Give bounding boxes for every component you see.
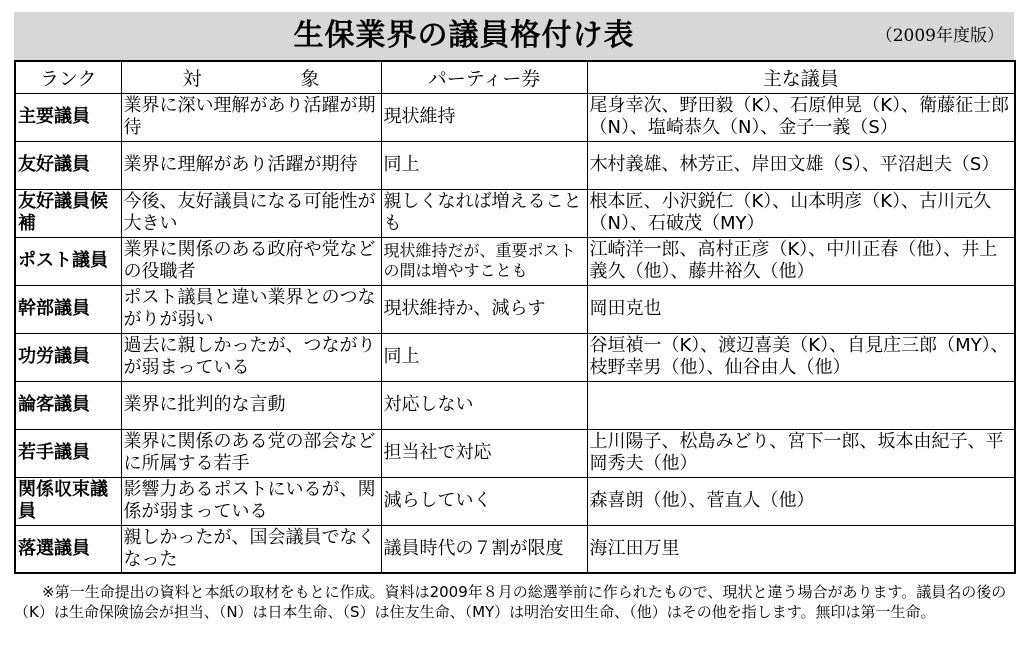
header-target bbox=[121, 61, 381, 93]
rank-cell: 関係収束議員 bbox=[15, 477, 121, 525]
members-cell bbox=[587, 381, 1015, 429]
members-cell: 上川陽子、松島みどり、宮下一郎、坂本由紀子、平岡秀夫（他） bbox=[587, 429, 1015, 477]
header-members: 主な議員 bbox=[587, 61, 1015, 93]
party-ticket-cell: 現状維持 bbox=[381, 93, 587, 141]
footnote: ※第一生命提出の資料と本紙の取材をもとに作成。資料は2009年８月の総選挙前に作られたもので、現状と違う場合があります。議員名の後の（K）は生命保険協会が担当、（N）は日本生命、（S）は住友生命、（MY）は明治安田生命、（他）はその他を指します。無印は第一生命。 bbox=[14, 583, 1007, 621]
header-target-label: 対 象 bbox=[182, 67, 360, 90]
table-row bbox=[15, 93, 1015, 141]
rank-cell: 幹部議員 bbox=[15, 285, 121, 333]
party-ticket-cell: 同上 bbox=[381, 141, 587, 189]
members-cell: 木村義雄、林芳正、岸田文雄（S）、平沼赳夫（S） bbox=[587, 141, 1015, 189]
rating-table bbox=[14, 60, 1016, 574]
target-cell: 影響力あるポストにいるが、関係が弱まっている bbox=[121, 477, 381, 525]
target-cell: ポスト議員と違い業界とのつながりが弱い bbox=[121, 285, 381, 333]
rank-cell: 主要議員 bbox=[15, 93, 121, 141]
table-header-row bbox=[15, 61, 1015, 93]
target-cell: 業界に理解があり活躍が期待 bbox=[121, 141, 381, 189]
table-row bbox=[15, 189, 1015, 237]
members-cell: 江崎洋一郎、高村正彦（K）、中川正春（他）、井上義久（他）、藤井裕久（他） bbox=[587, 237, 1015, 285]
rank-cell: 落選議員 bbox=[15, 525, 121, 573]
edition-label: （2009年度版） bbox=[875, 26, 1004, 46]
rank-cell: ポスト議員 bbox=[15, 237, 121, 285]
header-rank: ランク bbox=[15, 61, 121, 93]
rank-cell: 友好議員候補 bbox=[15, 189, 121, 237]
rank-cell: 論客議員 bbox=[15, 381, 121, 429]
target-cell: 親しかったが、国会議員でなくなった bbox=[121, 525, 381, 573]
target-cell: 過去に親しかったが、つながりが弱まっている bbox=[121, 333, 381, 381]
table-row bbox=[15, 333, 1015, 381]
table-row bbox=[15, 477, 1015, 525]
page-title: 生保業界の議員格付け表 bbox=[293, 18, 635, 53]
rank-cell: 友好議員 bbox=[15, 141, 121, 189]
table-row bbox=[15, 237, 1015, 285]
rank-cell: 若手議員 bbox=[15, 429, 121, 477]
members-cell: 森喜朗（他）、菅直人（他） bbox=[587, 477, 1015, 525]
table-row bbox=[15, 141, 1015, 189]
party-ticket-cell: 現状維持か、減らす bbox=[381, 285, 587, 333]
table-row bbox=[15, 525, 1015, 573]
members-cell: 根本匠、小沢鋭仁（K）、山本明彦（K）、古川元久（N）、石破茂（MY） bbox=[587, 189, 1015, 237]
members-cell: 谷垣禎一（K）、渡辺喜美（K）、自見庄三郎（MY）、枝野幸男（他）、仙谷由人（他） bbox=[587, 333, 1015, 381]
members-cell: 海江田万里 bbox=[587, 525, 1015, 573]
party-ticket-cell: 親しくなれば増えることも bbox=[381, 189, 587, 237]
party-ticket-cell: 現状維持だが、重要ポストの間は増やすことも bbox=[381, 237, 587, 285]
table-row bbox=[15, 381, 1015, 429]
header-party-ticket: パーティー券 bbox=[381, 61, 587, 93]
party-ticket-cell: 同上 bbox=[381, 333, 587, 381]
target-cell: 業界に関係のある党の部会などに所属する若手 bbox=[121, 429, 381, 477]
target-cell: 今後、友好議員になる可能性が大きい bbox=[121, 189, 381, 237]
members-cell: 尾身幸次、野田毅（K）、石原伸晃（K）、衛藤征士郎（N）、塩崎恭久（N）、金子一義（S） bbox=[587, 93, 1015, 141]
title-bar bbox=[14, 12, 1014, 60]
target-cell: 業界に批判的な言動 bbox=[121, 381, 381, 429]
target-cell: 業界に深い理解があり活躍が期待 bbox=[121, 93, 381, 141]
party-ticket-cell: 議員時代の７割が限度 bbox=[381, 525, 587, 573]
target-cell: 業界に関係のある政府や党などの役職者 bbox=[121, 237, 381, 285]
table-row bbox=[15, 429, 1015, 477]
party-ticket-cell: 減らしていく bbox=[381, 477, 587, 525]
party-ticket-cell: 対応しない bbox=[381, 381, 587, 429]
party-ticket-cell: 担当社で対応 bbox=[381, 429, 587, 477]
members-cell: 岡田克也 bbox=[587, 285, 1015, 333]
table-row bbox=[15, 285, 1015, 333]
rank-cell: 功労議員 bbox=[15, 333, 121, 381]
